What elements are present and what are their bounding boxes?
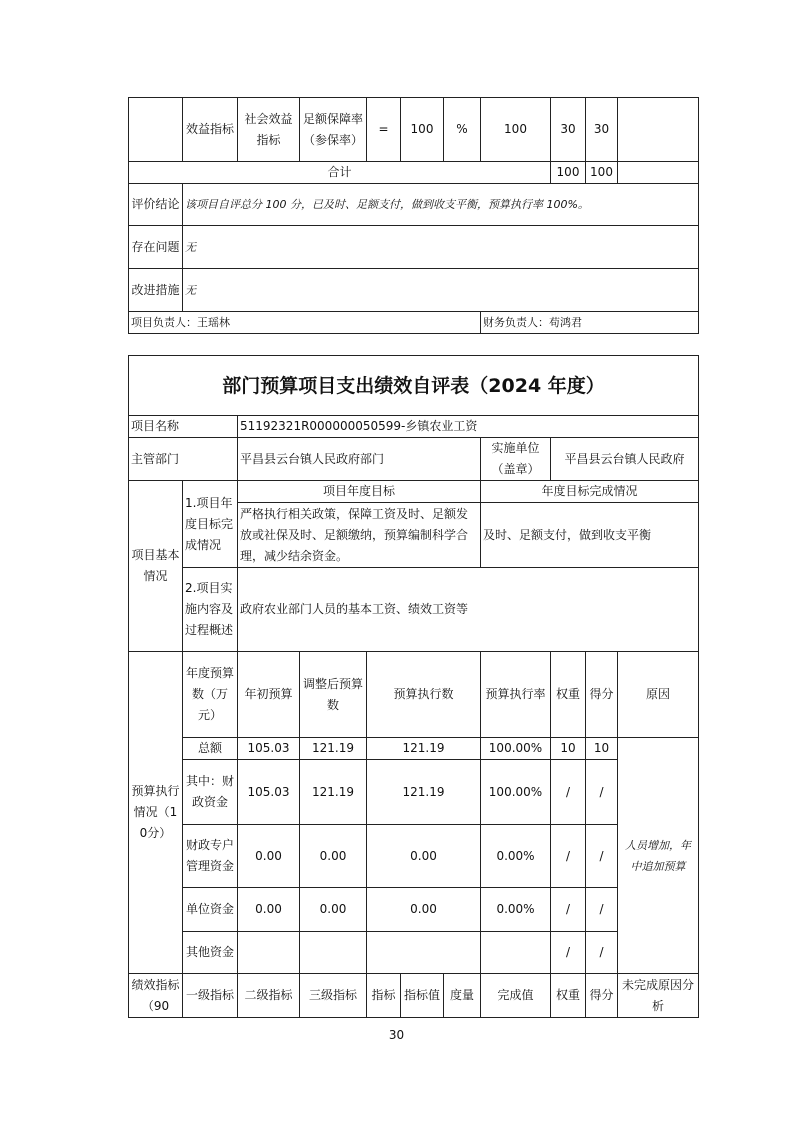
table-cell — [129, 98, 183, 162]
budget-row-label: 其他资金 — [183, 932, 238, 974]
budget-executed — [367, 932, 481, 974]
budget-weight: / — [551, 825, 586, 888]
operator-cell: = — [367, 98, 401, 162]
impl-label: 实施单位（盖章） — [481, 438, 551, 481]
budget-rate: 0.00% — [481, 888, 551, 932]
budget-initial — [238, 932, 300, 974]
perf-level3-header: 三级指标 — [300, 974, 367, 1018]
project-lead: 项目负责人：王瑶林 — [129, 312, 481, 334]
weight-cell: 30 — [551, 98, 586, 162]
completion-text: 及时、足额支付，做到收支平衡 — [481, 503, 699, 568]
budget-reason: 人员增加，年中追加预算 — [618, 738, 699, 974]
table-row — [129, 184, 699, 226]
budget-amount-header: 年度预算数（万元） — [183, 652, 238, 738]
improve-text: 无 — [183, 269, 699, 312]
budget-weight: 10 — [551, 738, 586, 760]
perf-indicator-header: 指标 — [367, 974, 401, 1018]
table-row — [129, 738, 699, 760]
budget-adjusted-header: 调整后预算数 — [300, 652, 367, 738]
budget-executed: 0.00 — [367, 888, 481, 932]
budget-executed: 121.19 — [367, 738, 481, 760]
total-weight: 100 — [551, 162, 586, 184]
table-row — [129, 416, 699, 438]
content-sub-label: 2.项目实施内容及过程概述 — [183, 568, 238, 652]
budget-score-header: 得分 — [586, 652, 618, 738]
table-row — [129, 974, 699, 1018]
budget-row-label: 其中：财政资金 — [183, 760, 238, 825]
budget-rate-header: 预算执行率 — [481, 652, 551, 738]
table-row — [129, 269, 699, 312]
perf-score-header: 得分 — [586, 974, 618, 1018]
table-row — [129, 932, 699, 974]
table-row — [129, 162, 699, 184]
budget-executed-header: 预算执行数 — [367, 652, 481, 738]
table-row — [129, 825, 699, 888]
budget-label: 预算执行情况（10分） — [129, 652, 183, 974]
eval-label: 评价结论 — [129, 184, 183, 226]
table-row — [129, 438, 699, 481]
total-label: 合计 — [129, 162, 551, 184]
goal-text: 严格执行相关政策，保障工资及时、足额发放或社保及时、足额缴纳，预算编制科学合理，减少结余资金。 — [238, 503, 481, 568]
perf-value-header: 指标值 — [401, 974, 444, 1018]
budget-initial-header: 年初预算 — [238, 652, 300, 738]
perf-weight-header: 权重 — [551, 974, 586, 1018]
perf-level1-header: 一级指标 — [183, 974, 238, 1018]
page-number: 30 — [388, 1028, 405, 1042]
budget-weight-header: 权重 — [551, 652, 586, 738]
table-cell — [618, 162, 699, 184]
perf-done-header: 完成值 — [481, 974, 551, 1018]
completion-header: 年度目标完成情况 — [481, 481, 699, 503]
basic-label: 项目基本情况 — [129, 481, 183, 652]
table-row — [129, 760, 699, 825]
perf-unfinished-header: 未完成原因分析 — [618, 974, 699, 1018]
problem-text: 无 — [183, 226, 699, 269]
table-row — [129, 98, 699, 162]
goal-header: 项目年度目标 — [238, 481, 481, 503]
impl: 平昌县云台镇人民政府 — [551, 438, 699, 481]
budget-score: / — [586, 825, 618, 888]
budget-adjusted: 0.00 — [300, 888, 367, 932]
table-row — [129, 356, 699, 416]
problem-label: 存在问题 — [129, 226, 183, 269]
target-cell: 100 — [401, 98, 444, 162]
budget-rate: 0.00% — [481, 825, 551, 888]
budget-rate: 100.00% — [481, 760, 551, 825]
dept: 平昌县云台镇人民政府部门 — [238, 438, 481, 481]
budget-executed: 121.19 — [367, 760, 481, 825]
budget-adjusted — [300, 932, 367, 974]
page-title: 部门预算项目支出绩效自评表（2024 年度） — [129, 356, 699, 416]
dept-label: 主管部门 — [129, 438, 238, 481]
eval-text: 该项目自评总分 100 分，已及时、足额支付，做到收支平衡，预算执行率 100%。 — [183, 184, 699, 226]
project-name: 51192321R000000050599-乡镇农业工资 — [238, 416, 699, 438]
evaluation-summary-table — [128, 97, 699, 334]
goal-sub-label: 1.项目年度目标完成情况 — [183, 481, 238, 568]
budget-score: 10 — [586, 738, 618, 760]
project-name-label: 项目名称 — [129, 416, 238, 438]
total-score: 100 — [586, 162, 618, 184]
perf-label: 绩效指标（90 — [129, 974, 183, 1018]
budget-adjusted: 121.19 — [300, 760, 367, 825]
budget-row-label: 财政专户管理资金 — [183, 825, 238, 888]
table-cell — [618, 98, 699, 162]
budget-score: / — [586, 760, 618, 825]
indicator-level1-cell: 效益指标 — [183, 98, 238, 162]
budget-initial: 0.00 — [238, 825, 300, 888]
table-row — [129, 652, 699, 738]
perf-measure-header: 度量 — [444, 974, 481, 1018]
budget-initial: 105.03 — [238, 760, 300, 825]
content-text: 政府农业部门人员的基本工资、绩效工资等 — [238, 568, 699, 652]
budget-score: / — [586, 932, 618, 974]
score-cell: 30 — [586, 98, 618, 162]
budget-adjusted: 121.19 — [300, 738, 367, 760]
budget-initial: 105.03 — [238, 738, 300, 760]
budget-weight: / — [551, 760, 586, 825]
budget-score: / — [586, 888, 618, 932]
table-row — [129, 481, 699, 503]
actual-cell: 100 — [481, 98, 551, 162]
budget-rate: 100.00% — [481, 738, 551, 760]
indicator-level2-cell: 社会效益指标 — [238, 98, 300, 162]
table-row — [129, 568, 699, 652]
budget-weight: / — [551, 888, 586, 932]
budget-row-label: 总额 — [183, 738, 238, 760]
improve-label: 改进措施 — [129, 269, 183, 312]
indicator-level3-cell: 足额保障率（参保率） — [300, 98, 367, 162]
budget-executed: 0.00 — [367, 825, 481, 888]
unit-cell: % — [444, 98, 481, 162]
table-row — [129, 312, 699, 334]
finance-lead: 财务负责人：苟鸿君 — [481, 312, 699, 334]
table-row — [129, 226, 699, 269]
budget-weight: / — [551, 932, 586, 974]
budget-row-label: 单位资金 — [183, 888, 238, 932]
table-row — [129, 888, 699, 932]
budget-reason-header: 原因 — [618, 652, 699, 738]
budget-initial: 0.00 — [238, 888, 300, 932]
budget-adjusted: 0.00 — [300, 825, 367, 888]
self-evaluation-form — [128, 355, 699, 1018]
perf-level2-header: 二级指标 — [238, 974, 300, 1018]
budget-rate — [481, 932, 551, 974]
